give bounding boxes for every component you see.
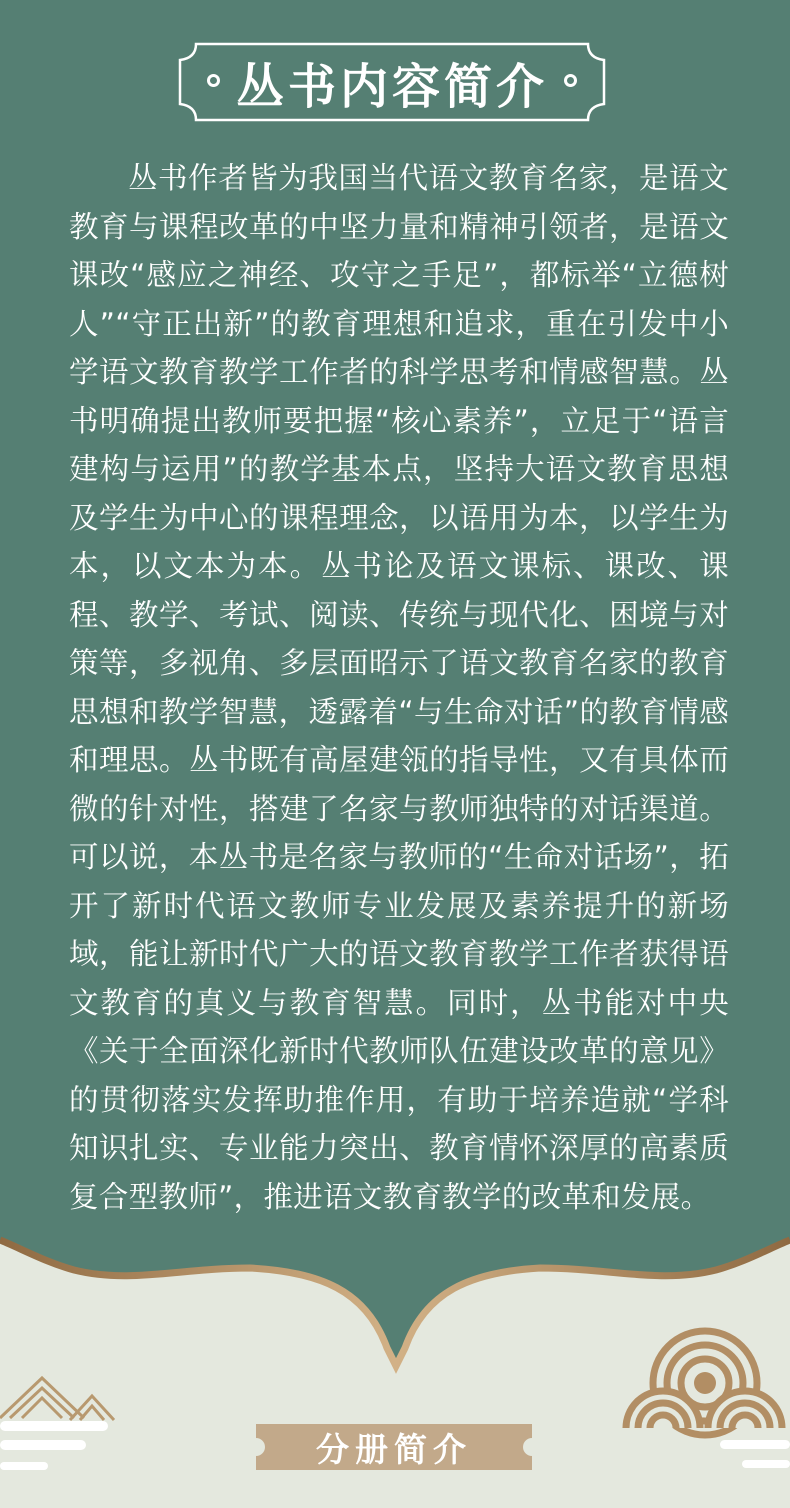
cloud-stripes-icon [0, 1421, 108, 1470]
sub-banner-label: 分册简介 [316, 1429, 472, 1469]
page-title: 丛书内容简介 [235, 58, 548, 115]
intro-paragraph: 丛书作者皆为我国当代语文教育名家，是语文教育与课程改革的中坚力量和精神引领者，是语文课改“感应之神经、攻守之手足”，都标举“立德树人”“守正出新”的教育理想和追求，重在引发中小学语文教育教学工作者的科学思考和情感智慧。丛书明确提出教师要把握“核心素养”，立足于“语言建构与运用”的教学基本点，坚持大语文教育思想及学生为中心的课程理念，以语用为本，以学生为本，以文本为本。丛书论及语文课标、课改、课程、教学、考试、阅读、传统与现代化、困境与对策等，多视角、多层面昭示了语文教育名家的教育思想和教学智慧，透露着“与生命对话”的教育情感和理思。丛书既有高屋建瓴的指导性，又有具体而微的针对性，搭建了名家与教师独特的对话渠道。可以说，本丛书是名家与教师的“生命对话场”，拓开了新时代语文教师专业发展及素养提升的新场域，能让新时代广大的语文教育教学工作者获得语文教育的真义与教育智慧。同时，丛书能对中央《关于全面深化新时代教师队伍建设改革的意见》的贯彻落实发挥助推作用，有助于培养造就“学科知识扎实、专业能力突出、教育情怀深厚的高素质复合型教师”，推进语文教育教学的改革和发展。 [69, 161, 729, 1214]
semicircle-arches-icon [626, 1331, 782, 1435]
sub-banner[interactable] [256, 1424, 532, 1470]
title-box [180, 44, 604, 120]
title-dot-right [564, 74, 577, 87]
mountain-icon [0, 1378, 114, 1420]
cloud-stripes-right [720, 1440, 790, 1468]
title-dot-left [207, 74, 220, 87]
